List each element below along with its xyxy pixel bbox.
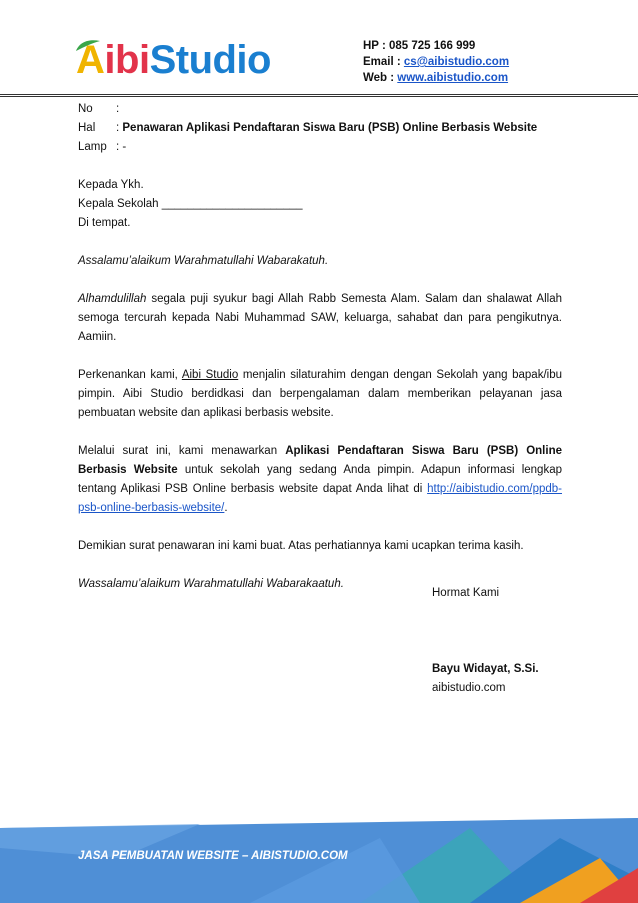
recipient-line-1: Kepada Ykh. xyxy=(78,179,144,191)
meta-hal-key: Hal xyxy=(78,122,96,134)
signature-name: Bayu Widayat, S.Si. xyxy=(432,663,539,675)
recipient-line-3: Di tempat. xyxy=(78,217,131,229)
signature-regards: Hormat Kami xyxy=(432,587,500,599)
paragraph-3-middle: untuk sekolah yang sedang Anda pimpin. Adapun informasi lengkap tentang Aplikasi PSB Online berbasis website dapat Anda lihat di xyxy=(78,464,562,495)
paragraph-2 xyxy=(78,366,562,423)
web-label: Web : xyxy=(363,72,398,84)
web-line xyxy=(363,70,509,86)
paragraph-1-italic: Alhamdulillah xyxy=(78,293,147,305)
header-divider xyxy=(0,94,638,97)
web-link[interactable]: www.aibistudio.com xyxy=(397,72,509,84)
email-link[interactable]: cs@aibistudio.com xyxy=(403,56,510,68)
paragraph-3 xyxy=(78,442,562,518)
paragraph-4: Demikian surat penawaran ini kami buat. Atas perhatiannya kami ucapkan terima kasih. xyxy=(78,540,524,552)
paragraph-1 xyxy=(78,290,562,347)
meta-lamp-key: Lamp xyxy=(78,141,107,153)
greeting: Assalamu’alaikum Warahmatullahi Wabarakatuh. xyxy=(78,255,329,267)
product-name: Aplikasi Pendaftaran Siswa Baru (PSB) Online Berbasis Website xyxy=(78,445,562,476)
logo-part-ibi: ibi xyxy=(104,38,150,82)
meta-no-key: No xyxy=(78,103,93,115)
footer-tagline: JASA PEMBUATAN WEBSITE – AIBISTUDIO.COM xyxy=(78,850,348,862)
closing-greeting: Wassalamu’alaikum Warahmatullahi Wabarakaatuh. xyxy=(78,578,344,590)
meta-hal xyxy=(78,119,562,138)
meta-no xyxy=(78,100,562,119)
paragraph-1-text: segala puji syukur bagi Allah Rabb Semesta Alam. Salam dan shalawat Allah semoga tercurah kepada Nabi Muhammad SAW, keluarga, sahabat dan para pengikutnya. Aamiin. xyxy=(78,293,562,343)
meta-hal-subject: Penawaran Aplikasi Pendaftaran Siswa Baru (PSB) Online Berbasis Website xyxy=(122,122,538,134)
signature-org: aibistudio.com xyxy=(432,682,506,694)
aibi-studio-link[interactable]: Aibi Studio xyxy=(181,369,239,381)
phone-number: HP : 085 725 166 999 xyxy=(363,40,476,52)
product-link[interactable]: http://aibistudio.com/ppdb-psb-online-berbasis-website/ xyxy=(78,483,562,514)
email-line xyxy=(363,54,509,70)
paragraph-2-before: Perkenankan kami, xyxy=(78,369,182,381)
letter-body xyxy=(78,100,562,594)
logo-part-studio: Studio xyxy=(149,38,271,82)
paragraph-3-before: Melalui surat ini, kami menawarkan xyxy=(78,445,286,457)
contact-block xyxy=(363,38,509,86)
logo-part-a: A xyxy=(76,38,105,82)
email-label: Email : xyxy=(363,56,404,68)
company-logo xyxy=(76,36,271,84)
paragraph-3-after: . xyxy=(224,502,228,514)
meta-lamp-val: : - xyxy=(116,141,127,153)
meta-no-val: : xyxy=(116,103,120,115)
meta-hal-colon: : xyxy=(116,122,123,134)
paragraph-2-after: menjalin silaturahim dengan dengan Sekolah yang bapak/ibu pimpin. Aibi Studio berdidkasi dan berpengalaman dalam memberikan pelayanan jasa pembuatan website dan aplikasi berbasis website. xyxy=(78,369,562,419)
recipient-line-2: Kepala Sekolah ______________________ xyxy=(78,198,303,210)
meta-lamp xyxy=(78,138,562,157)
